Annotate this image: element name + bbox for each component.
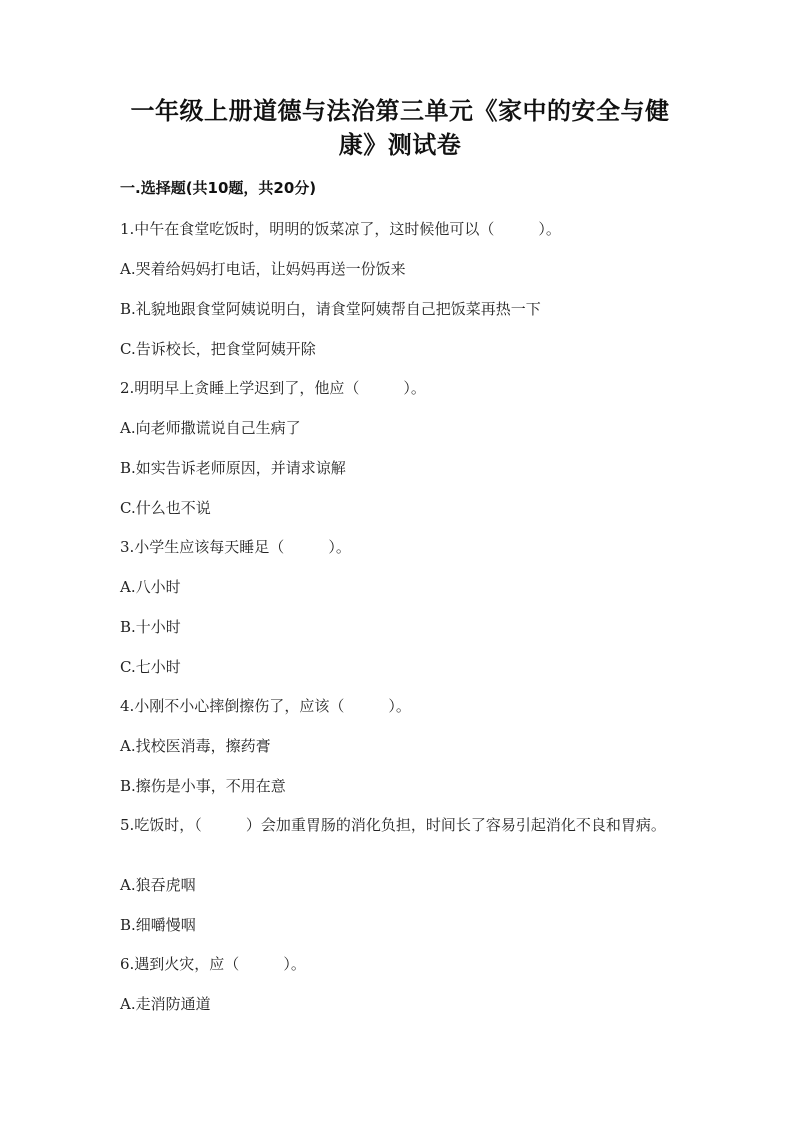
option-3c: C.七小时: [120, 658, 181, 676]
question-stem-4-before: 4.小刚不小心摔倒擦伤了，应该（: [120, 697, 345, 715]
question-stem-4-after: ）。: [388, 697, 411, 715]
option-3a: A.八小时: [120, 578, 181, 596]
question-stem-1: [120, 218, 680, 240]
option-5a: A.狼吞虎咽: [120, 876, 196, 894]
question-stem-3-after: ）。: [328, 538, 351, 556]
option-2a: A.向老师撒谎说自己生病了: [120, 419, 301, 437]
question-stem-5: [120, 814, 680, 836]
question-stem-2: [120, 377, 680, 399]
option-2b: B.如实告诉老师原因，并请求谅解: [120, 459, 346, 477]
question-stem-3: [120, 536, 680, 558]
question-stem-4: [120, 695, 680, 717]
option-1b: B.礼貌地跟食堂阿姨说明白，请食堂阿姨帮自己把饭菜再热一下: [120, 300, 541, 318]
option-1a: A.哭着给妈妈打电话，让妈妈再送一份饭来: [120, 260, 406, 278]
option-4b: B.擦伤是小事，不用在意: [120, 777, 286, 795]
question-stem-2-after: ）。: [403, 379, 426, 397]
question-stem-6: [120, 953, 680, 975]
question-stem-2-before: 2.明明早上贪睡上学迟到了，他应（: [120, 379, 360, 397]
question-stem-6-before: 6.遇到火灾，应（: [120, 955, 240, 973]
option-3b: B.十小时: [120, 618, 181, 636]
question-stem-3-before: 3.小学生应该每天睡足（: [120, 538, 285, 556]
question-stem-5-before: 5.吃饭时，（: [120, 816, 202, 834]
page-title: 一年级上册道德与法治第三单元《家中的安全与健康》测试卷: [130, 96, 670, 159]
question-stem-5-after: ）会加重胃肠的消化负担，时间长了容易引起消化不良和胃病。: [245, 816, 666, 834]
option-4a: A.找校医消毒，擦药膏: [120, 737, 271, 755]
question-stem-6-after: ）。: [283, 955, 306, 973]
section-heading: 一.选择题(共10题，共20分): [120, 179, 317, 197]
option-5b: B.细嚼慢咽: [120, 916, 196, 934]
option-1c: C.告诉校长，把食堂阿姨开除: [120, 340, 316, 358]
option-6a: A.走消防通道: [120, 995, 211, 1013]
question-stem-1-after: ）。: [538, 220, 561, 238]
option-2c: C.什么也不说: [120, 499, 211, 517]
question-stem-1-before: 1.中午在食堂吃饭时，明明的饭菜凉了，这时候他可以（: [120, 220, 495, 238]
